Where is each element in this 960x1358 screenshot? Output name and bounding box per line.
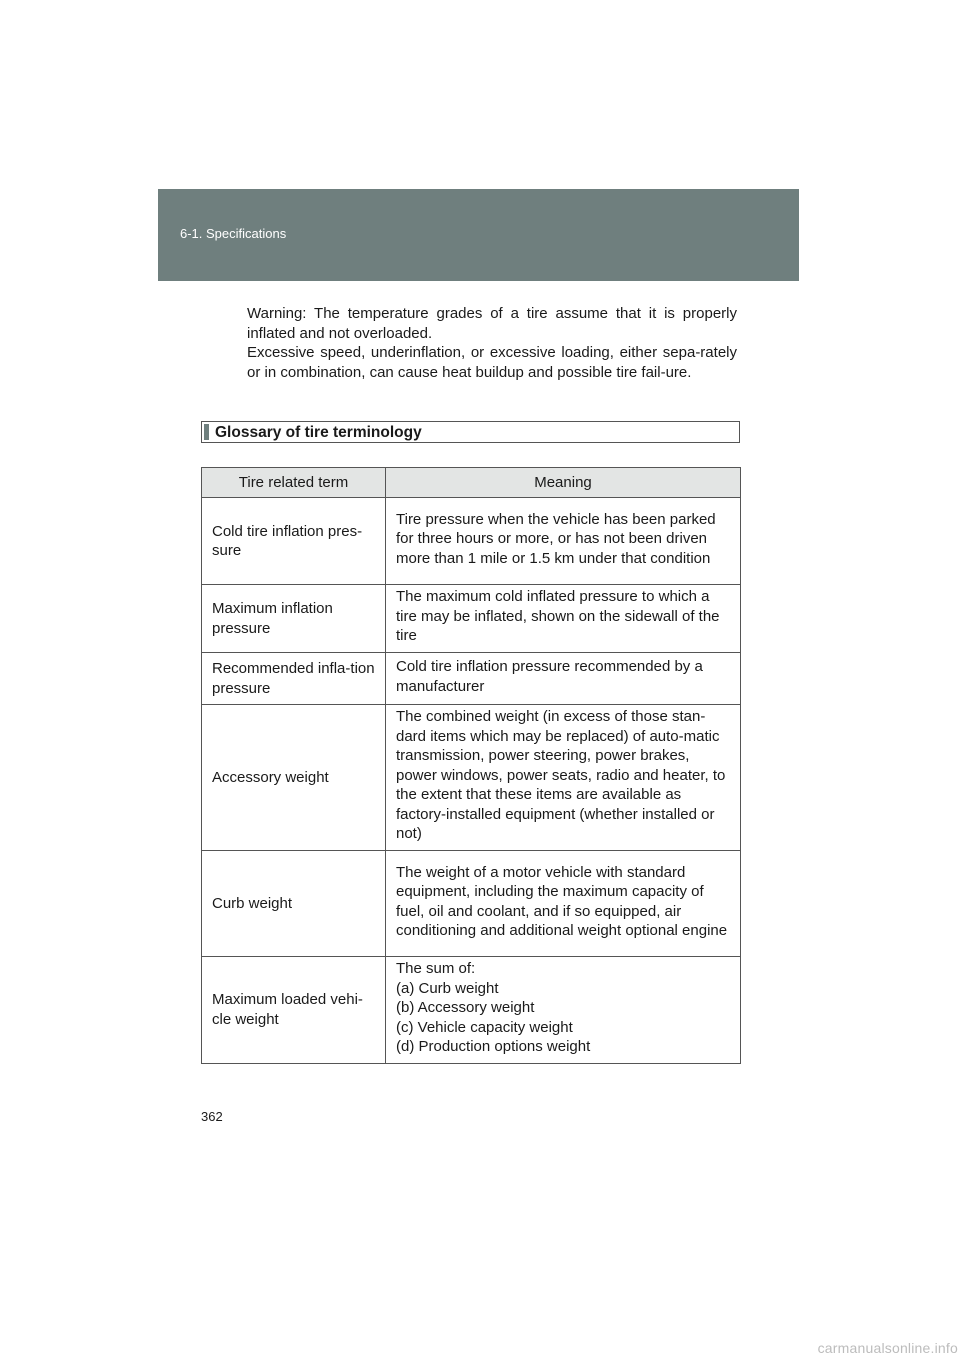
term-cell: Accessory weight — [202, 705, 386, 851]
section-label: 6-1. Specifications — [180, 226, 287, 241]
term-cell: Cold tire inflation pres-sure — [202, 498, 386, 585]
table-row — [202, 498, 741, 585]
table-row — [202, 705, 741, 851]
table-row — [202, 957, 741, 1064]
meaning-cell: The weight of a motor vehicle with standard equipment, including the maximum capacity of fuel, oil and coolant, and if so equipped, air conditioning and additional weight optional engine — [386, 851, 741, 957]
warning-line-2: Excessive speed, underinflation, or excessive loading, either sepa-rately or in combination, can cause heat buildup and possible tire fail-ure. — [247, 344, 737, 381]
meaning-line: The sum of: — [396, 960, 476, 977]
meaning-line: (c) Vehicle capacity weight — [396, 1018, 573, 1036]
meaning-line: (b) Accessory weight — [396, 999, 535, 1016]
section-header-band — [158, 189, 799, 281]
meaning-line: (a) Curb weight — [396, 979, 499, 997]
heading-accent-mark — [204, 424, 209, 440]
term-cell: Curb weight — [202, 851, 386, 957]
term-cell: Recommended infla-tion pressure — [202, 653, 386, 705]
meaning-cell: The combined weight (in excess of those stan-dard items which may be replaced) of auto-matic transmission, power steering, power brakes, power windows, power seats, radio and heater, to the extent that these items are available as factory-installed equipment (whether installed or not) — [386, 705, 741, 851]
table-row — [202, 653, 741, 705]
glossary-heading — [201, 421, 740, 443]
watermark: carmanualsonline.info — [817, 1340, 958, 1356]
meaning-cell: The maximum cold inflated pressure to which a tire may be inflated, shown on the sidewall of the tire — [386, 585, 741, 653]
column-header-meaning: Meaning — [386, 468, 741, 498]
meaning-cell — [386, 957, 741, 1064]
glossary-table — [201, 467, 741, 1064]
column-header-term: Tire related term — [202, 468, 386, 498]
meaning-cell: Tire pressure when the vehicle has been parked for three hours or more, or has not been driven more than 1 mile or 1.5 km under that condition — [386, 498, 741, 585]
glossary-title: Glossary of tire terminology — [215, 424, 422, 441]
page-number: 362 — [201, 1109, 223, 1124]
meaning-line: (d) Production options weight — [396, 1038, 591, 1055]
table-row — [202, 585, 741, 653]
term-cell: Maximum loaded vehi-cle weight — [202, 957, 386, 1064]
warning-line-1: Warning: The temperature grades of a tire assume that it is properly inflated and not overloaded. — [247, 305, 737, 342]
table-row — [202, 851, 741, 957]
term-cell: Maximum inflation pressure — [202, 585, 386, 653]
table-header-row — [202, 468, 741, 498]
warning-text — [247, 304, 737, 382]
meaning-cell: Cold tire inflation pressure recommended by a manufacturer — [386, 653, 741, 705]
